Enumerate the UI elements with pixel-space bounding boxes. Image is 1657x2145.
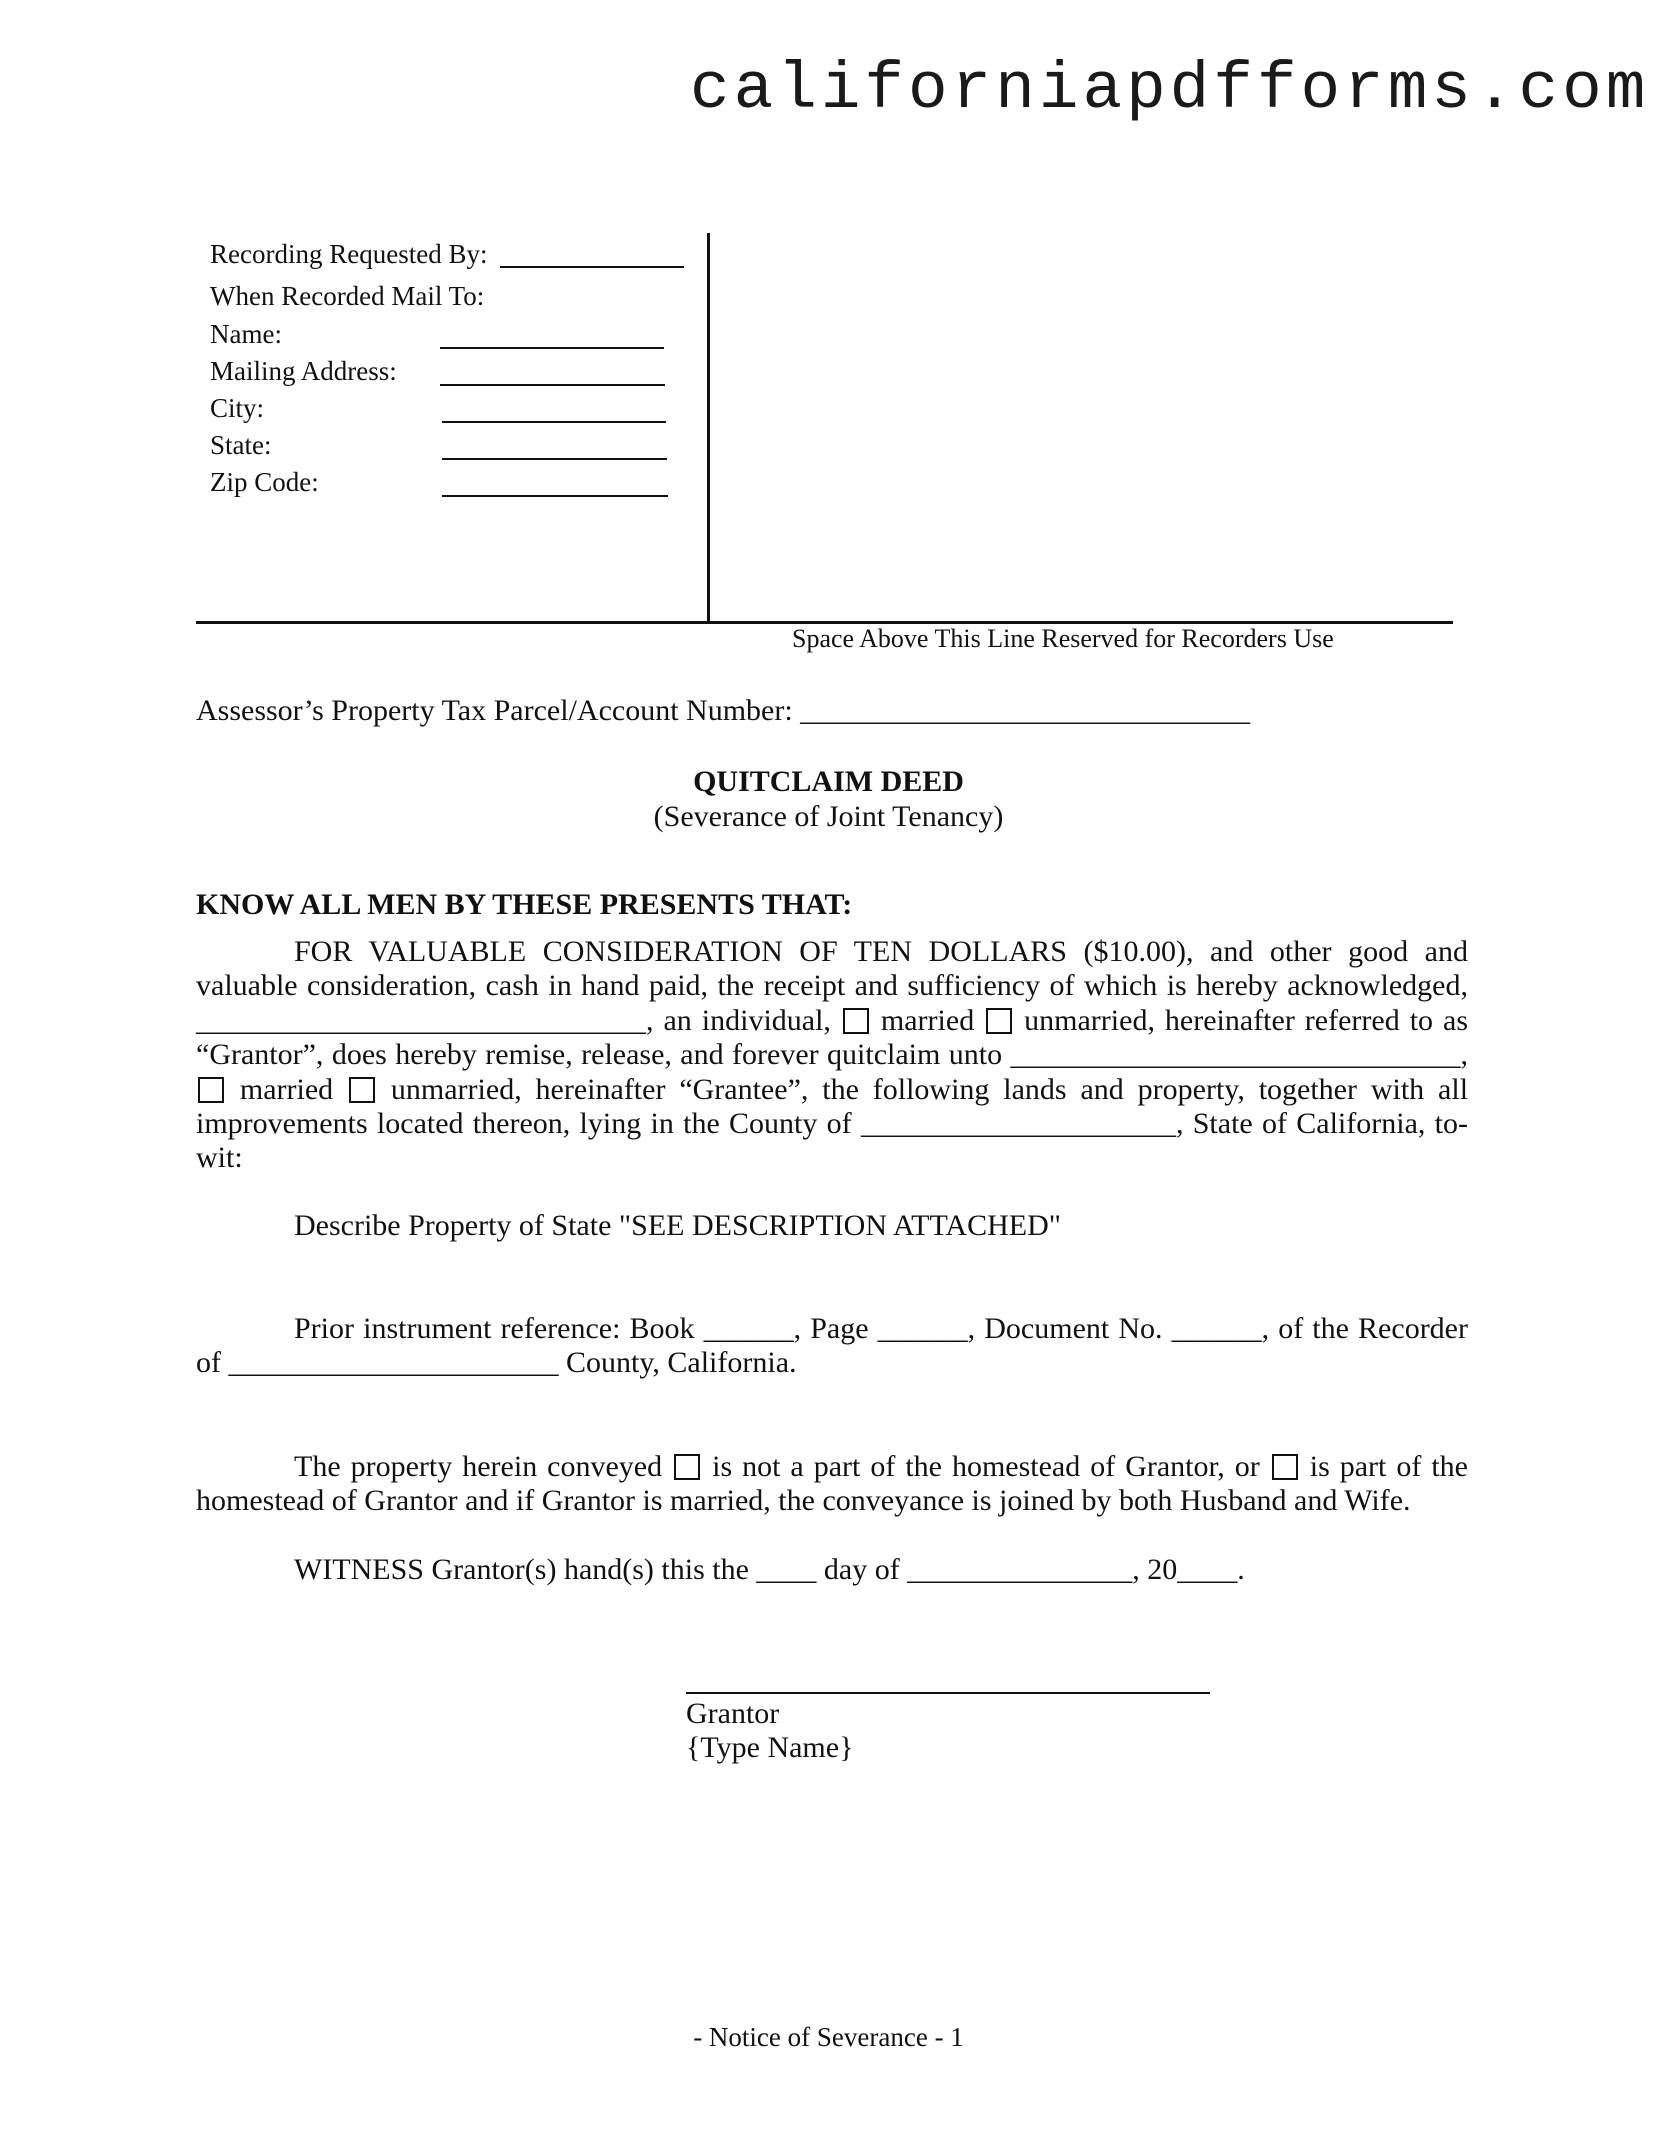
state-field[interactable] [442, 458, 667, 460]
document-title: QUITCLAIM DEED [693, 765, 964, 798]
grantee-unmarried-checkbox[interactable] [349, 1077, 375, 1103]
page-footer: - Notice of Severance - 1 [693, 2022, 964, 2052]
name-label: Name: [210, 319, 282, 349]
reserved-space-note: Space Above This Line Reserved for Recorders Use [792, 624, 1334, 653]
grantor-signature-line[interactable] [686, 1692, 1210, 1694]
grantee-married-checkbox[interactable] [198, 1077, 224, 1103]
grantor-unmarried-checkbox[interactable] [986, 1008, 1012, 1034]
assessor-parcel-number[interactable]: Assessor’s Property Tax Parcel/Account Number: ______________________________ [196, 694, 1251, 727]
zip-code-label: Zip Code: [210, 467, 319, 497]
witness-line[interactable]: WITNESS Grantor(s) hand(s) this the ____ day of _______________, 20____. [294, 1553, 1245, 1586]
city-field[interactable] [442, 421, 666, 423]
mailing-address-field[interactable] [440, 384, 665, 386]
document-subtitle: (Severance of Joint Tenancy) [653, 800, 1004, 833]
not-homestead-checkbox[interactable] [674, 1454, 700, 1480]
grantee-name-field[interactable]: ______________________________ [1010, 1038, 1461, 1072]
zip-code-field[interactable] [442, 495, 668, 497]
name-field[interactable] [440, 347, 664, 349]
is-homestead-checkbox[interactable] [1272, 1454, 1298, 1480]
recording-requested-by-label: Recording Requested By: [210, 239, 488, 269]
mailing-address-label: Mailing Address: [210, 356, 397, 386]
recording-requested-by-field[interactable] [500, 266, 684, 268]
when-recorded-label: When Recorded Mail To: [210, 281, 485, 311]
city-label: City: [210, 393, 265, 423]
recorder-divider-vertical [707, 233, 710, 621]
grantor-name-field[interactable]: ______________________________ [196, 1003, 646, 1037]
site-watermark: californiapdfforms.com [690, 52, 1650, 127]
grantor-signature-label: Grantor [686, 1697, 780, 1730]
prior-instrument-reference[interactable]: Prior instrument reference: Book ______, Page ______, Document No. ______, of the Recorder of ______________________ County, California. [196, 1312, 1468, 1380]
consideration-paragraph: FOR VALUABLE CONSIDERATION OF TEN DOLLARS ($10.00), and other good and valuable consideration, cash in hand paid, the receipt and sufficiency of which is hereby acknowledged, ______________________________, an individual, married unmarried, hereinafter referred to as “Grantor”, does hereby remise, release, and forever quitclaim unto ______________________________, married unmarried, hereinafter “Grantee”, the following lands and property, together with all improvements located thereon, lying in the County of _____________________, State of California, to-wit: [196, 935, 1469, 1175]
grantor-married-checkbox[interactable] [843, 1008, 869, 1034]
state-label: State: [210, 430, 272, 460]
county-field[interactable]: _____________________ [860, 1107, 1176, 1141]
property-description: Describe Property of State "SEE DESCRIPTION ATTACHED" [294, 1209, 1062, 1242]
homestead-paragraph: The property herein conveyed is not a part of the homestead of Grantor, or is part of the homestead of Grantor and if Grantor is married, the conveyance is joined by both Husband and Wife. [196, 1450, 1468, 1518]
know-all-men-heading: KNOW ALL MEN BY THESE PRESENTS THAT: [196, 888, 853, 921]
grantor-type-name: {Type Name} [686, 1731, 854, 1764]
